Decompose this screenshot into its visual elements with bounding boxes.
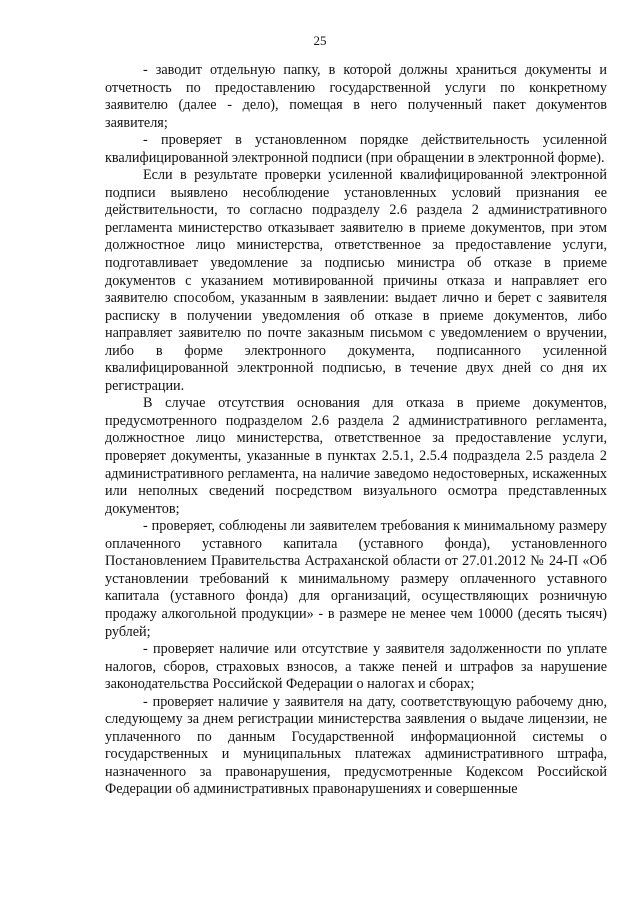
paragraph-folder: - заводит отдельную папку, в которой должны храниться документы и отчетность по предоставлению государственной услуги по конкретному заявителю (далее - дело), помещая в него полученный пакет документов заявителя;	[105, 62, 607, 131]
page-number: 25	[313, 33, 327, 48]
paragraph-document-check: В случае отсутствия основания для отказа в приеме документов, предусмотренного подразделом 2.6 раздела 2 административного регламента, должностное лицо министерства, ответственное за предоставление услуги, проверяет документы, указанные в пунктах 2.5.1, 2.5.4 подраздела 2.5 раздела 2 административного регламента, на наличие заведомо недостоверных, искаженных или неполных сведений посредством визуального осмотра представленных документов;	[105, 395, 607, 517]
paragraph-fine-check: - проверяет наличие у заявителя на дату, соответствующую рабочему дню, следующему за днем регистрации министерства заявления о выдаче лицензии, не уплаченного по данным Государственной информационной системы о государственных и муниципальных платежах административного штрафа, назначенного за правонарушения, предусмотренные Кодексом Российской Федерации об административных правонарушениях и совершенные	[105, 693, 607, 798]
paragraph-tax-check: - проверяет наличие или отсутствие у заявителя задолженности по уплате налогов, сборов, страховых взносов, а также пеней и штрафов за нарушение законодательства Российской Федерации о налогах и сборах;	[105, 641, 607, 693]
document-body	[105, 62, 607, 799]
paragraph-refusal: Если в результате проверки усиленной квалифицированной электронной подписи выявлено несоблюдение установленных условий признания ее действительности, то согласно подразделу 2.6 раздела 2 административного регламента министерство отказывает заявителю в приеме документов, при этом должностное лицо министерства, ответственное за предоставление услуги, подготавливает уведомление за подписью министра об отказе в приеме документов с указанием мотивированной причины отказа и направляет его заявителю способом, указанным в заявлении: выдает лично и берет с заявителя расписку в получении уведомления об отказе в приеме документов, либо направляет заявителю по почте заказным письмом с уведомлением о вручении, либо в форме электронного документа, подписанного усиленной квалифицированной электронной подписью, в течение двух дней со дня их регистрации.	[105, 167, 607, 394]
paragraph-signature-check: - проверяет в установленном порядке действительность усиленной квалифицированной электронной подписи (при обращении в электронной форме).	[105, 132, 607, 166]
paragraph-capital-check: - проверяет, соблюдены ли заявителем требования к минимальному размеру оплаченного уставного капитала (уставного фонда), установленного Постановлением Правительства Астраханской области от 27.01.2012 № 24-П «Об установлении требований к минимальному размеру оплаченного уставного капитала (уставного фонда) для организаций, осуществляющих розничную продажу алкогольной продукции» - в размере не менее чем 10000 (десять тысяч) рублей;	[105, 518, 607, 640]
